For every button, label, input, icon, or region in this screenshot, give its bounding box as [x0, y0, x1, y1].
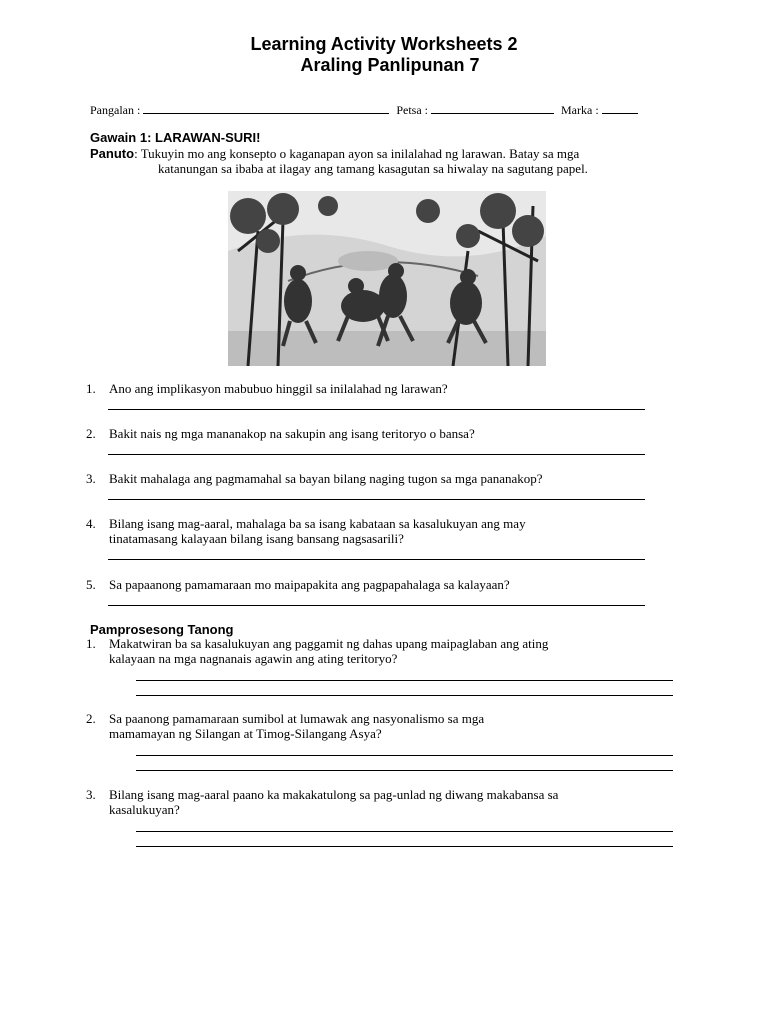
question-text: kalayaan na mga nagnanais agawin ang ating teritoryo?	[109, 651, 398, 666]
date-blank[interactable]	[431, 101, 554, 114]
illustration-picture	[228, 191, 546, 366]
worksheet-subtitle: Araling Panlipunan 7	[300, 55, 480, 75]
score-label: Marka :	[561, 103, 599, 117]
answer-line[interactable]	[136, 755, 673, 756]
question-text: Ano ang implikasyon mabubuo hinggil sa inilalahad ng larawan?	[109, 381, 448, 396]
question-number: 1.	[86, 381, 96, 396]
answer-line[interactable]	[136, 770, 673, 771]
answer-line[interactable]	[108, 559, 645, 560]
processing-title: Pamprosesong Tanong	[90, 622, 234, 637]
question-text: Bakit mahalaga ang pagmamahal sa bayan bilang naging tugon sa mga pananakop?	[109, 471, 543, 486]
date-label: Petsa :	[396, 103, 428, 117]
question-text: mamamayan ng Silangan at Timog-Silangang Asya?	[109, 726, 382, 741]
directions-line1: : Tukuyin mo ang konsepto o kaganapan ayon sa inilalahad ng larawan. Batay sa mga	[134, 146, 580, 161]
name-blank[interactable]	[143, 101, 389, 114]
name-label: Pangalan :	[90, 103, 141, 117]
question-text: tinatamasang kalayaan bilang isang bansang nagsasarili?	[109, 531, 404, 546]
question-number: 5.	[86, 577, 96, 592]
directions	[90, 146, 579, 162]
question-number: 4.	[86, 516, 96, 531]
question-number: 3.	[86, 787, 96, 802]
answer-line[interactable]	[108, 454, 645, 455]
question-number: 1.	[86, 636, 96, 651]
question-text: Sa paanong pamamaraan sumibol at lumawak ang nasyonalismo sa mga	[109, 711, 485, 726]
question-number: 2.	[86, 426, 96, 441]
question-text: Bakit nais ng mga mananakop na sakupin ang isang teritoryo o bansa?	[109, 426, 475, 441]
question-number: 2.	[86, 711, 96, 726]
score-blank[interactable]	[602, 101, 638, 114]
question-text: Bilang isang mag-aaral, mahalaga ba sa isang kabataan sa kasalukuyan ang may	[109, 516, 526, 531]
answer-line[interactable]	[108, 409, 645, 410]
question-text: Makatwiran ba sa kasalukuyan ang paggamit ng dahas upang maipaglaban ang ating	[109, 636, 549, 651]
directions-line2: katanungan sa ibaba at ilagay ang tamang kasagutan sa hiwalay na sagutang papel.	[158, 161, 588, 176]
answer-line[interactable]	[136, 831, 673, 832]
answer-line[interactable]	[108, 499, 645, 500]
question-text: Sa papaanong pamamaraan mo maipapakita ang pagpapahalaga sa kalayaan?	[109, 577, 510, 592]
answer-line[interactable]	[108, 605, 645, 606]
activity-title: Gawain 1: LARAWAN-SURI!	[90, 130, 261, 145]
question-text: kasalukuyan?	[109, 802, 180, 817]
answer-line[interactable]	[136, 680, 673, 681]
answer-line[interactable]	[136, 846, 673, 847]
info-line	[90, 101, 638, 118]
question-number: 3.	[86, 471, 96, 486]
answer-line[interactable]	[136, 695, 673, 696]
worksheet-title: Learning Activity Worksheets 2	[250, 34, 518, 54]
question-text: Bilang isang mag-aaral paano ka makakatulong sa pag-unlad ng diwang makabansa sa	[109, 787, 559, 802]
directions-label: Panuto	[90, 146, 135, 161]
